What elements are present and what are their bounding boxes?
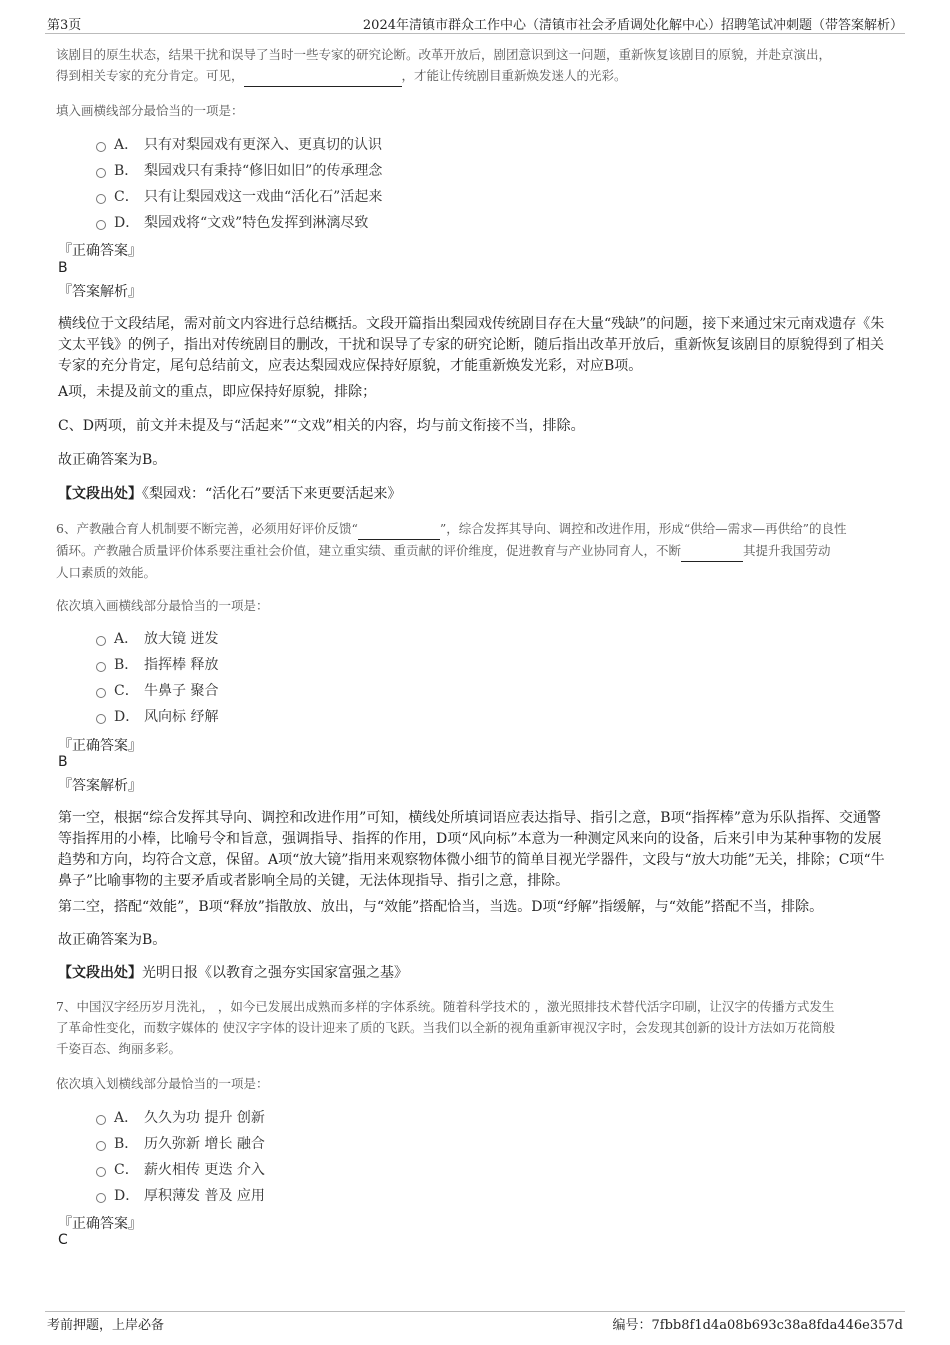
q5-passage-line-1: 该剧目的原生状态，结果干扰和误导了当时一些专家的研究论断。改革开放后，剧团意识到这一问题，重新恢复该剧目的原貌，并赴京演出， <box>56 47 832 62</box>
radio-icon[interactable] <box>96 636 106 646</box>
footer-divider <box>45 1311 905 1312</box>
radio-icon[interactable] <box>96 194 106 204</box>
q5-analysis-p3: C、D两项，前文并未提及与“活起来”“文戏”相关的内容，均与前文衔接不当，排除。 <box>58 418 585 434</box>
blank-line <box>358 518 440 540</box>
q7-passage-line-1: 7、中国汉字经历岁月洗礼， ，如今已发展出成熟而多样的字体系统。随着科学技术的 ，激光照排技术替代活字印刷，让汉字的传播方式发生 <box>56 999 835 1014</box>
q6-passage-line-1: 6、产教融合育人机制要不断完善，必须用好评价反馈“ ”，综合发挥其导向、调控和改进作用，形成“供给—需求—再供给”的良性 <box>56 518 896 540</box>
footer-slogan: 考前押题，上岸必备 <box>47 1318 165 1333</box>
q6-passage-line-3: 人口素质的效能。 <box>56 565 157 580</box>
q5-option-d[interactable]: D． 梨园戏将“文戏”特色发挥到淋漓尽致 <box>96 209 382 235</box>
q5-prompt: 填入画横线部分最恰当的一项是： <box>56 103 244 118</box>
q5-option-c[interactable]: C． 只有让梨园戏这一戏曲“活化石”活起来 <box>96 183 382 209</box>
q7-answer-label: 『正确答案』 <box>58 1216 142 1232</box>
radio-icon[interactable] <box>96 220 106 230</box>
radio-icon[interactable] <box>96 688 106 698</box>
radio-icon[interactable] <box>96 1115 106 1125</box>
q5-analysis-p2: A项，未提及前文的重点，即应保持好原貌，排除； <box>58 384 377 400</box>
q5-option-a[interactable]: A． 只有对梨园戏有更深入、更真切的认识 <box>96 131 382 157</box>
radio-icon[interactable] <box>96 1193 106 1203</box>
q5-option-b[interactable]: B． 梨园戏只有秉持“修旧如旧”的传承理念 <box>96 157 382 183</box>
q5-options <box>96 131 382 235</box>
q6-answer: B <box>58 754 68 770</box>
q7-option-b[interactable]: B． 历久弥新 增长 融合 <box>96 1130 265 1156</box>
radio-icon[interactable] <box>96 714 106 724</box>
q6-answer-label: 『正确答案』 <box>58 738 142 754</box>
q6-analysis-label: 『答案解析』 <box>58 778 142 794</box>
q6-option-a[interactable]: A． 放大镜 迸发 <box>96 625 218 651</box>
q5-answer: B <box>58 260 68 276</box>
q6-prompt: 依次填入画横线部分最恰当的一项是： <box>56 598 269 613</box>
q7-options <box>96 1104 265 1208</box>
q6-option-b[interactable]: B． 指挥棒 释放 <box>96 651 218 677</box>
q5-passage-line-2: 得到相关专家的充分肯定。可见， ，才能让传统剧目重新焕发迷人的光彩。 <box>56 65 896 87</box>
q7-option-c[interactable]: C． 薪火相传 更迭 介入 <box>96 1156 265 1182</box>
q6-passage-line-2: 循环。产教融合质量评价体系要注重社会价值，建立重实绩、重贡献的评价维度，促进教育与产业协同育人，不断 其提升我国劳动 <box>56 540 896 562</box>
q5-analysis-p1: 横线位于文段结尾，需对前文内容进行总结概括。文段开篇指出梨园戏传统剧目存在大量“残缺”的问题，接下来通过宋元南戏遗存《朱文太平钱》的例子，指出对传统剧目的删改，干扰和误导了专家的研究论断，随后指出改革开放后，重新恢复该剧目的原貌得到了相关专家的充分肯定，尾句总结前文，应表达梨园戏应保持好原貌，才能重新焕发光彩，对应B项。 <box>58 316 885 374</box>
q7-passage-line-3: 千姿百态、绚丽多彩。 <box>56 1041 182 1056</box>
q6-passage <box>56 518 896 583</box>
page-number: 第3页 <box>47 18 82 33</box>
q6-source: 【文段出处】光明日报《以教育之强夯实国家富强之基》 <box>58 965 408 981</box>
q7-option-d[interactable]: D． 厚积薄发 普及 应用 <box>96 1182 265 1208</box>
radio-icon[interactable] <box>96 1167 106 1177</box>
q6-analysis-p3: 故正确答案为B。 <box>58 932 167 948</box>
q7-option-a[interactable]: A． 久久为功 提升 创新 <box>96 1104 265 1130</box>
radio-icon[interactable] <box>96 1141 106 1151</box>
q6-option-d[interactable]: D． 风向标 纾解 <box>96 703 218 729</box>
q5-analysis-p4: 故正确答案为B。 <box>58 452 167 468</box>
header-divider <box>45 33 905 34</box>
q5-analysis-label: 『答案解析』 <box>58 284 142 300</box>
q5-passage <box>56 44 896 87</box>
document-code: 编号：7fbb8f1d4a08b693c38a8fda446e357d <box>612 1318 903 1333</box>
q6-analysis-p2: 第二空，搭配“效能”，B项“释放”指散放、放出，与“效能”搭配恰当，当选。D项“纾解”指缓解，与“效能”搭配不当，排除。 <box>58 899 824 915</box>
q5-source: 【文段出处】《梨园戏：“活化石”要活下来更要活起来》 <box>58 486 402 502</box>
radio-icon[interactable] <box>96 662 106 672</box>
blank-line <box>244 65 402 87</box>
q7-answer: C <box>58 1232 68 1248</box>
radio-icon[interactable] <box>96 142 106 152</box>
q6-options <box>96 625 218 729</box>
q7-passage <box>56 996 896 1059</box>
q6-analysis-p1: 第一空，根据“综合发挥其导向、调控和改进作用”可知，横线处所填词语应表达指导、指引之意，B项“指挥棒”意为乐队指挥、交通警等指挥用的小棒，比喻号令和旨意，强调指导、指挥的作用，D项“风向标”本意为一种测定风来向的设备，后来引申为某种事物的发展趋势和方向，均符合文意，保留。A项“放大镜”指用来观察物体微小细节的简单目视光学器件，文段与“放大功能”无关，排除；C项“牛鼻子”比喻事物的主要矛盾或者影响全局的关键，无法体现指导、指引之意，排除。 <box>58 810 885 889</box>
q7-prompt: 依次填入划横线部分最恰当的一项是： <box>56 1076 269 1091</box>
document-title: 2024年清镇市群众工作中心（清镇市社会矛盾调处化解中心）招聘笔试冲刺题（带答案解析） <box>362 18 903 33</box>
blank-line <box>681 540 743 562</box>
q6-option-c[interactable]: C． 牛鼻子 聚合 <box>96 677 218 703</box>
radio-icon[interactable] <box>96 168 106 178</box>
q5-answer-label: 『正确答案』 <box>58 243 142 259</box>
q7-passage-line-2: 了革命性变化，而数字媒体的 使汉字字体的设计迎来了质的飞跃。当我们以全新的视角重新审视汉字时，会发现其创新的设计方法如万花筒般 <box>56 1020 835 1035</box>
